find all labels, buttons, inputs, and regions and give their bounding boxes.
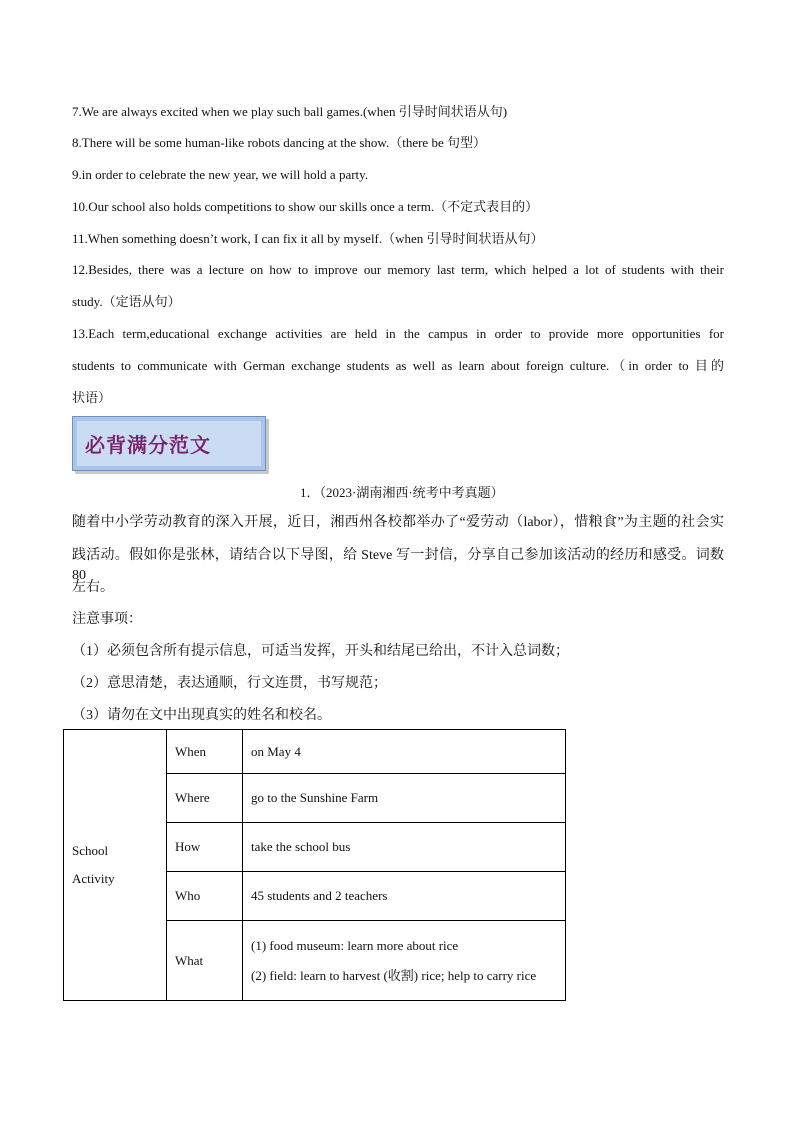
- sentence-13-line3: 状语）: [72, 390, 112, 405]
- prompt-line-1: 随着中小学劳动教育的深入开展，近日，湘西州各校都举办了“爱劳动（labor），惜粮食”为主题的社会实: [72, 515, 724, 530]
- sentence-7: 7.We are always excited when we play such ball games.(when 引导时间状语从句): [72, 104, 508, 119]
- what-item-1: (1) food museum: learn more about rice: [251, 937, 459, 953]
- row-value: [243, 921, 566, 1001]
- group-label-line2: Activity: [72, 871, 115, 886]
- row-value: go to the Sunshine Farm: [243, 774, 566, 823]
- group-cell: [64, 730, 167, 1001]
- sentence-8: 8.There will be some human-like robots dancing at the show.（there be 句型）: [72, 135, 486, 150]
- question-heading: 1．（2023·湖南湘西·统考中考真题）: [300, 485, 504, 500]
- activity-table: [63, 729, 566, 1001]
- sentence-13-line2: students to communicate with German exchange students as well as learn about foreign culture.（in order to 目的: [72, 358, 724, 373]
- notes-title: 注意事项：: [72, 612, 142, 627]
- note-3: （3）请勿在文中出现真实的姓名和校名。: [72, 708, 331, 723]
- row-key: What: [167, 921, 243, 1001]
- note-1: （1）必须包含所有提示信息，可适当发挥，开头和结尾已给出，不计入总词数；: [72, 644, 569, 659]
- table-row: [64, 730, 566, 774]
- group-label-line1: School: [72, 843, 109, 858]
- section-banner: [72, 416, 266, 471]
- what-item-2: (2) field: learn to harvest (收割) rice; help to carry rice: [251, 967, 537, 983]
- row-value: take the school bus: [243, 823, 566, 872]
- prompt-line-3: 左右。: [72, 580, 114, 595]
- row-value: on May 4: [243, 730, 566, 774]
- prompt-line-2: 践活动。假如你是张林，请结合以下导图，给 Steve 写一封信，分享自己参加该活动的经历和感受。词数 80: [72, 548, 724, 583]
- row-key: When: [167, 730, 243, 774]
- row-key: Who: [167, 872, 243, 921]
- sentence-13-line1: 13.Each term,educational exchange activities are held in the campus in order to provide more opportunities for: [72, 326, 724, 341]
- row-value: 45 students and 2 teachers: [243, 872, 566, 921]
- sentence-12-line1: 12.Besides, there was a lecture on how to improve our memory last term, which helped a lot of students with their: [72, 262, 724, 277]
- sentence-9: 9.in order to celebrate the new year, we will hold a party.: [72, 167, 369, 182]
- row-key: How: [167, 823, 243, 872]
- row-key: Where: [167, 774, 243, 823]
- sentence-11: 11.When something doesn’t work, I can fix it all by myself.（when 引导时间状语从句）: [72, 231, 544, 246]
- note-2: （2）意思清楚，表达通顺，行文连贯，书写规范；: [72, 676, 387, 691]
- banner-title: 必背满分范文: [85, 435, 211, 457]
- sentence-10: 10.Our school also holds competitions to show our skills once a term.（不定式表目的）: [72, 199, 539, 214]
- sentence-12-line2: study.（定语从句）: [72, 294, 181, 309]
